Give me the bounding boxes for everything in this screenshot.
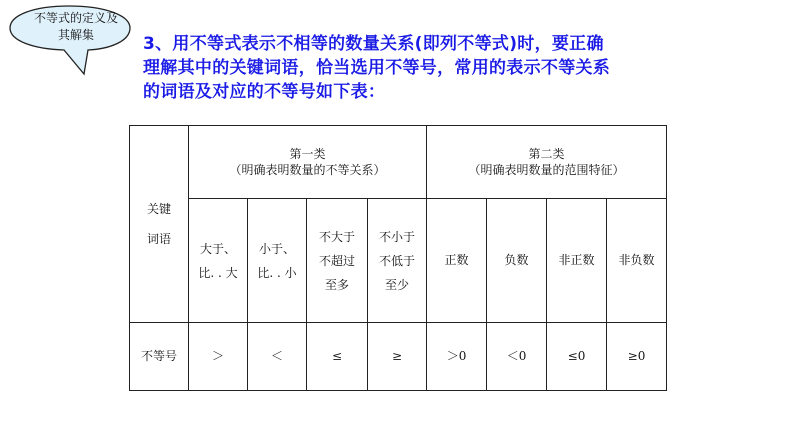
keyword-line: 比. . 小: [257, 265, 297, 280]
symbol-positive: ＞0: [427, 323, 487, 391]
row-header-symbol: 不等号: [130, 323, 189, 391]
row-header-keywords: [130, 126, 189, 323]
category-2-title: 第二类: [528, 147, 565, 161]
row-header-keywords-line-2: 词语: [146, 232, 171, 246]
keyword-cell-non-negative: [607, 199, 667, 323]
keyword-line: 不低于: [379, 253, 416, 268]
keyword-line: 不超过: [318, 253, 355, 268]
keyword-cell-not-greater: [307, 199, 368, 323]
bubble-text: 不等式的定义及其解集: [33, 11, 118, 42]
topic-bubble: [4, 4, 134, 52]
category-1-header: [189, 126, 427, 199]
category-1-note: （明确表明数量的不等关系）: [229, 163, 386, 177]
keyword-line: 比. . 大: [198, 265, 238, 280]
keyword-line: 负数: [504, 253, 529, 267]
keyword-line: 不大于: [318, 229, 355, 244]
row-header-keywords-line-1: 关键: [146, 202, 171, 216]
category-2-note: （明确表明数量的范围特征）: [468, 163, 625, 177]
keyword-line: 至多: [324, 277, 349, 292]
heading-line-1: 3、用不等式表示不相等的数量关系(即列不等式)时，要正确: [143, 34, 604, 54]
category-1-title: 第一类: [289, 147, 326, 161]
symbol-greater-equal: ≥: [368, 323, 427, 391]
keyword-line: 大于、: [199, 241, 236, 256]
keyword-line: 正数: [444, 253, 469, 267]
heading-line-2: 理解其中的关键词语，恰当选用不等号，常用的表示不等关系: [143, 58, 611, 78]
keyword-cell-not-less: [368, 199, 427, 323]
symbol-non-positive: ≤0: [547, 323, 607, 391]
keyword-line: 小于、: [258, 241, 295, 256]
keyword-line: 至少: [385, 277, 410, 292]
keyword-cell-positive: [427, 199, 487, 323]
symbol-greater: ＞: [189, 323, 248, 391]
symbol-less-equal: ≤: [307, 323, 368, 391]
keyword-line: 非负数: [618, 253, 655, 267]
keyword-cell-less: [248, 199, 307, 323]
heading-line-3: 的词语及对应的不等号如下表：: [143, 82, 386, 102]
keyword-cell-non-positive: [547, 199, 607, 323]
symbol-non-negative: ≥0: [607, 323, 667, 391]
category-2-header: [427, 126, 667, 199]
keyword-line: 非正数: [558, 253, 595, 267]
inequality-keyword-table: [129, 125, 667, 391]
keyword-cell-negative: [487, 199, 547, 323]
symbol-negative: ＜0: [487, 323, 547, 391]
symbol-less: ＜: [248, 323, 307, 391]
lesson-heading: [143, 32, 703, 104]
keyword-cell-greater: [189, 199, 248, 323]
keyword-line: 不小于: [379, 229, 416, 244]
